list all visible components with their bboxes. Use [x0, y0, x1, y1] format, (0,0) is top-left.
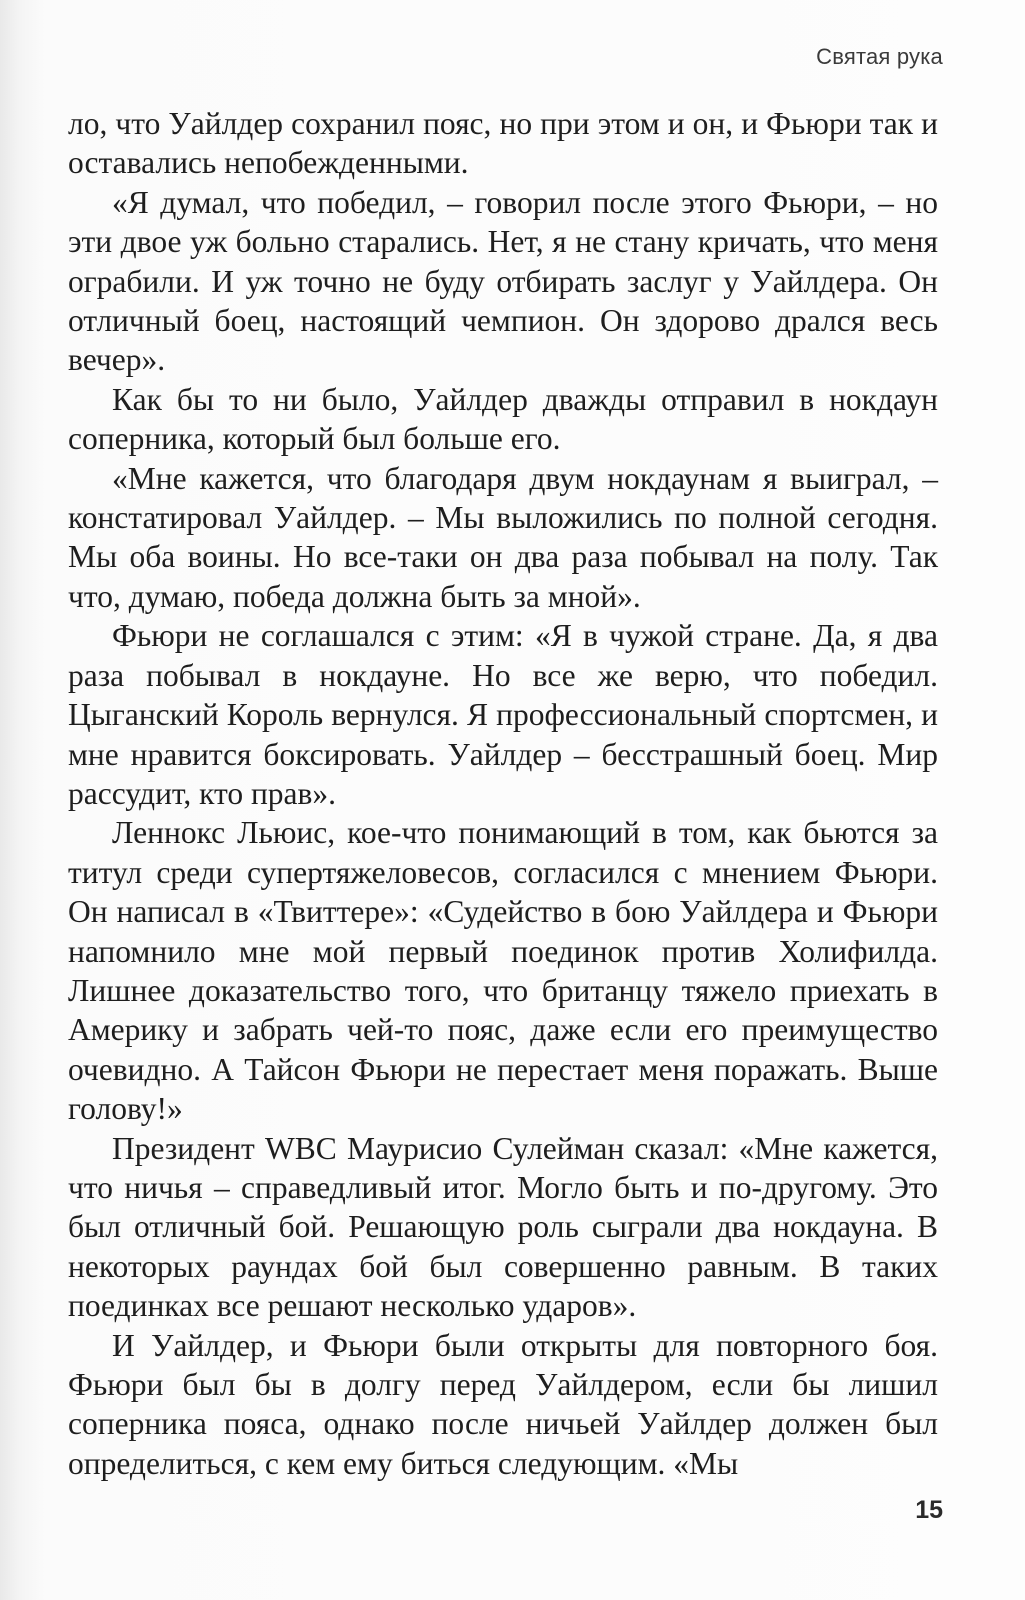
running-head-title: Святая рука: [816, 44, 943, 69]
paragraph: ло, что Уайлдер сохранил пояс, но при этом и он, и Фьюри так и оставались непобежденными.: [68, 106, 938, 181]
paragraph: Леннокс Льюис, кое-что понимающий в том, как бьются за титул среди супертяжеловесов, согласился с мнением Фьюри. Он написал в «Твиттере»: «Судейство в бою Уайлдера и Фьюри напомнило мне мой первый поединок против Холифилда. Лишнее доказательство того, что британцу тяжело приехать в Америку и забрать чей-то пояс, даже если его преимущество очевидно. А Тайсон Фьюри не перестает меня поражать. Выше голову!»: [68, 815, 938, 1127]
paragraph: Как бы то ни было, Уайлдер дважды отправил в нокдаун соперника, который был больше его.: [68, 381, 938, 457]
paragraph: Президент WBC Маурисио Сулейман сказал: «Мне кажется, что ничья – справедливый итог. Могло быть и по-другому. Это был отличный бой. Решающую роль сыграли два нокдауна. В некоторых раундах бой был совершенно равным. В таких поединках все решают несколько ударов».: [68, 1130, 938, 1324]
page-number: 15: [915, 1496, 943, 1524]
paragraph: И Уайлдер, и Фьюри были открыты для повторного боя. Фьюри был бы в долгу перед Уайлдером, если бы лишил соперника пояса, однако после ничьей Уайлдер должен был определиться, с кем ему биться следующим. «Мы: [68, 1327, 938, 1481]
paragraph: «Мне кажется, что благодаря двум нокдаунам я выиграл, – констатировал Уайлдер. – Мы выложились по полной сегодня. Мы оба воины. Но все-таки он два раза побывал на полу. Так что, думаю, победа должна быть за мной».: [68, 460, 938, 614]
paragraph: «Я думал, что победил, – говорил после этого Фьюри, – но эти двое уж больно старались. Нет, я не стану кричать, что меня ограбили. И уж точно не буду отбирать заслуг у Уайлдера. Он отличный боец, настоящий чемпион. Он здорово дрался весь вечер».: [68, 184, 938, 378]
body-text: [68, 104, 938, 1483]
paragraph: Фьюри не соглашался с этим: «Я в чужой стране. Да, я два раза побывал в нокдауне. Но все же верю, что победил. Цыганский Король вернулся. Я профессиональный спортсмен, и мне нравится боксировать. Уайлдер – бесстрашный боец. Мир рассудит, кто прав».: [68, 618, 938, 811]
